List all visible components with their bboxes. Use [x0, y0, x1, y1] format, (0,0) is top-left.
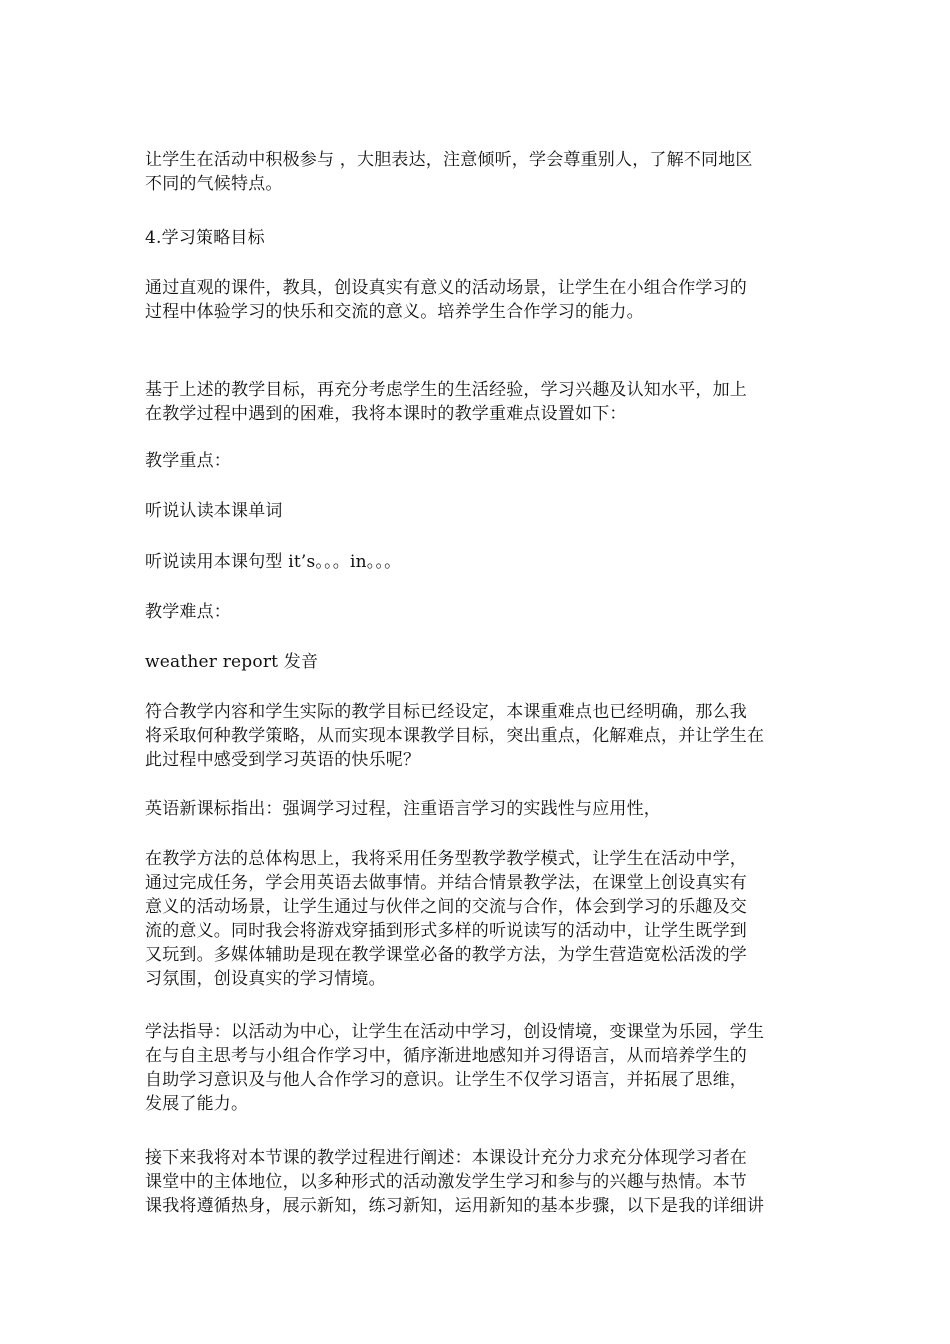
text-line: 基于上述的教学目标，再充分考虑学生的生活经验，学习兴趣及认知水平，加上: [145, 380, 747, 400]
paragraph-teaching-method: [145, 847, 810, 991]
text-line: 接下来我将对本节课的教学过程进行阐述：本课设计充分力求充分体现学习者在: [145, 1148, 747, 1168]
text-line: 习氛围，创设真实的学习情境。: [145, 969, 386, 989]
text-line: 此过程中感受到学习英语的快乐呢？: [145, 750, 421, 770]
text-line: 在教学方法的总体构思上，我将采用任务型教学教学模式，让学生在活动中学，: [145, 849, 747, 869]
item-sentence-pattern: [145, 550, 810, 574]
paragraph-teaching-strategy-question: [145, 700, 810, 772]
text-line: 符合教学内容和学生实际的教学目标已经设定，本课重难点也已经明确，那么我: [145, 702, 747, 722]
paragraph-learning-guidance: [145, 1020, 810, 1116]
text-line: 自助学习意识及与他人合作学习的意识。让学生不仅学习语言，并拓展了思维，: [145, 1070, 747, 1090]
text-line: 课堂中的主体地位，以多种形式的活动激发学生学习和参与的兴趣与热情。本节: [145, 1172, 747, 1192]
text-line: 又玩到。多媒体辅助是现在教学课堂必备的教学方法，为学生营造宽松活泼的学: [145, 945, 747, 965]
paragraph-teaching-process: [145, 1146, 810, 1218]
text-line: 在与自主思考与小组合作学习中，循序渐进地感知并习得语言，从而培养学生的: [145, 1046, 747, 1066]
item-vocabulary: [145, 499, 810, 523]
heading-teaching-difficulties: [145, 600, 810, 624]
text-line: weather report 发音: [145, 652, 319, 672]
text-line: 教学重点：: [145, 451, 231, 471]
heading-teaching-key-points: [145, 449, 810, 473]
text-line: 学法指导：以活动为中心，让学生在活动中学习，创设情境，变课堂为乐园，学生: [145, 1022, 765, 1042]
text-line: 将采取何种教学策略，从而实现本课教学目标，突出重点，化解难点，并让学生在: [145, 726, 765, 746]
text-line: 过程中体验学习的快乐和交流的意义。培养学生合作学习的能力。: [145, 302, 644, 322]
paragraph-curriculum-standard: [145, 797, 810, 821]
text-line: 通过直观的课件，教具，创设真实有意义的活动场景，让学生在小组合作学习的: [145, 278, 747, 298]
text-line: 在教学过程中遇到的困难，我将本课时的教学重难点设置如下：: [145, 404, 627, 424]
text-line: 听说认读本课单词: [145, 501, 283, 521]
text-line: 教学难点：: [145, 602, 231, 622]
text-line: 课我将遵循热身，展示新知，练习新知，运用新知的基本步骤，以下是我的详细讲: [145, 1196, 765, 1216]
text-line: 英语新课标指出：强调学习过程，注重语言学习的实践性与应用性，: [145, 799, 661, 819]
text-line: 让学生在活动中积极参与 ，大胆表达，注意倾听，学会尊重别人，了解不同地区: [145, 150, 753, 170]
paragraph-strategy-description: [145, 276, 810, 324]
text-line: 4.学习策略目标: [145, 228, 265, 248]
text-line: 流的意义。同时我会将游戏穿插到形式多样的听说读写的活动中，让学生既学到: [145, 921, 747, 941]
item-pronunciation: [145, 650, 810, 674]
text-line: 听说读用本课句型 it’s。。。in。。。: [145, 552, 402, 572]
paragraph-key-points-intro: [145, 378, 810, 426]
text-line: 发展了能力。: [145, 1094, 249, 1114]
text-line: 意义的活动场景，让学生通过与伙伴之间的交流与合作，体会到学习的乐趣及交: [145, 897, 747, 917]
text-line: 通过完成任务，学会用英语去做事情。并结合情景教学法，在课堂上创设真实有: [145, 873, 747, 893]
text-line: 不同的气候特点。: [145, 174, 283, 194]
paragraph-activity-participation: [145, 148, 810, 196]
heading-learning-strategy-goal: [145, 226, 810, 250]
